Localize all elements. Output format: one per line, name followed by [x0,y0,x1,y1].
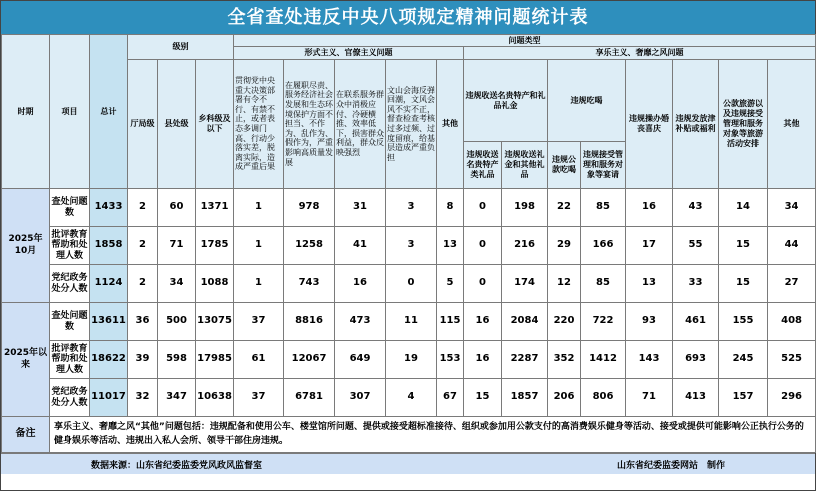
value-cell: 473 [335,303,386,341]
footer [1,453,815,474]
value-cell: 67 [437,379,464,417]
value-cell: 307 [335,379,386,417]
header-dining-banquet: 违规接受管理和服务对象等宴请 [581,142,626,189]
header-period: 时期 [2,35,50,189]
value-cell: 22 [548,189,581,227]
header-level: 级别 [128,35,234,60]
header-formalism: 形式主义、官僚主义问题 [234,47,464,60]
value-cell: 18622 [90,341,128,379]
value-cell: 15 [719,265,768,303]
value-cell: 352 [548,341,581,379]
header-hedonism-subsidies: 违规发放津补贴或福利 [673,60,719,189]
value-cell: 1124 [90,265,128,303]
value-cell: 13 [626,265,673,303]
producer-credit: 山东省纪委监委网站 制作 [616,460,725,471]
value-cell: 85 [581,189,626,227]
value-cell: 43 [673,189,719,227]
value-cell: 61 [234,341,284,379]
value-cell: 1 [234,265,284,303]
value-cell: 806 [581,379,626,417]
value-cell: 347 [158,379,196,417]
data-source: 数据来源：山东省纪委监委党风政风监督室 [91,460,263,471]
value-cell: 37 [234,303,284,341]
value-cell: 14 [719,189,768,227]
value-cell: 37 [234,379,284,417]
table-row [2,227,816,265]
value-cell: 649 [335,341,386,379]
value-cell: 2084 [502,303,548,341]
row-label: 查处问题数 [50,189,90,227]
value-cell: 60 [158,189,196,227]
value-cell: 31 [335,189,386,227]
value-cell: 1 [234,227,284,265]
value-cell: 1433 [90,189,128,227]
value-cell: 13611 [90,303,128,341]
value-cell: 13075 [196,303,234,341]
value-cell: 12067 [284,341,335,379]
value-cell: 11 [386,303,437,341]
table-row [2,379,816,417]
value-cell: 2 [128,265,158,303]
value-cell: 500 [158,303,196,341]
value-cell: 85 [581,265,626,303]
header-problem-type: 问题类型 [234,35,816,47]
table-title: 全省查处违反中央八项规定精神问题统计表 [1,1,815,34]
value-cell: 206 [548,379,581,417]
value-cell: 1857 [502,379,548,417]
value-cell: 71 [158,227,196,265]
value-cell: 12 [548,265,581,303]
period-cell: 2025年以来 [2,303,50,417]
value-cell: 153 [437,341,464,379]
header-formalism-2: 在履职尽责、服务经济社会发展和生态环境保护方面不担当、不作为、乱作为、假作为，严重影响高质量发展 [284,60,335,189]
value-cell: 3 [386,227,437,265]
value-cell: 220 [548,303,581,341]
value-cell: 10638 [196,379,234,417]
statistics-table [1,34,816,453]
value-cell: 0 [464,189,502,227]
header-formalism-other: 其他 [437,60,464,189]
value-cell: 1371 [196,189,234,227]
value-cell: 8 [437,189,464,227]
header-dining-public: 违规公款吃喝 [548,142,581,189]
header-formalism-4: 文山会海反弹回潮，文风会风不实不正，督查检查考核过多过频、过度留痕，给基层造成严重负担 [386,60,437,189]
header-hedonism-gifts: 违规收送名贵特产和礼品礼金 [464,60,548,142]
row-label: 党纪政务处分人数 [50,265,90,303]
value-cell: 4 [386,379,437,417]
header-hedonism-tourism: 公款旅游以及违规接受管理和服务对象等旅游活动安排 [719,60,768,189]
value-cell: 3 [386,189,437,227]
value-cell: 6781 [284,379,335,417]
row-label: 批评教育帮助和处理人数 [50,227,90,265]
value-cell: 34 [768,189,816,227]
value-cell: 71 [626,379,673,417]
value-cell: 115 [437,303,464,341]
row-label: 批评教育帮助和处理人数 [50,341,90,379]
value-cell: 525 [768,341,816,379]
header-level-xian: 县处级 [158,60,196,189]
value-cell: 16 [335,265,386,303]
value-cell: 722 [581,303,626,341]
value-cell: 598 [158,341,196,379]
value-cell: 32 [128,379,158,417]
period-cell: 2025年10月 [2,189,50,303]
value-cell: 15 [719,227,768,265]
value-cell: 143 [626,341,673,379]
value-cell: 0 [464,265,502,303]
value-cell: 27 [768,265,816,303]
header-level-xiang: 乡科级及以下 [196,60,234,189]
value-cell: 39 [128,341,158,379]
value-cell: 33 [673,265,719,303]
value-cell: 166 [581,227,626,265]
value-cell: 11017 [90,379,128,417]
header-formalism-1: 贯彻党中央重大决策部署有令不行、有禁不止，或者表态多调门高、行动少落实差，脱离实际，造成严重后果 [234,60,284,189]
table-row [2,303,816,341]
value-cell: 41 [335,227,386,265]
header-gifts-specialty: 违规收送名贵特产类礼品 [464,142,502,189]
value-cell: 743 [284,265,335,303]
value-cell: 17985 [196,341,234,379]
value-cell: 216 [502,227,548,265]
value-cell: 16 [464,341,502,379]
value-cell: 1088 [196,265,234,303]
value-cell: 408 [768,303,816,341]
value-cell: 17 [626,227,673,265]
value-cell: 413 [673,379,719,417]
value-cell: 44 [768,227,816,265]
value-cell: 461 [673,303,719,341]
value-cell: 2287 [502,341,548,379]
value-cell: 2 [128,227,158,265]
value-cell: 93 [626,303,673,341]
value-cell: 15 [464,379,502,417]
note-label: 备注 [2,417,50,453]
header-hedonism-dining: 违规吃喝 [548,60,626,142]
value-cell: 198 [502,189,548,227]
value-cell: 0 [464,227,502,265]
header-formalism-3: 在联系服务群众中消极应付、冷硬横推、效率低下，损害群众利益，群众反映强烈 [335,60,386,189]
header-item: 项目 [50,35,90,189]
header-hedonism-weddings: 违规操办婚丧喜庆 [626,60,673,189]
value-cell: 1412 [581,341,626,379]
value-cell: 8816 [284,303,335,341]
value-cell: 19 [386,341,437,379]
value-cell: 978 [284,189,335,227]
value-cell: 1 [234,189,284,227]
value-cell: 157 [719,379,768,417]
value-cell: 693 [673,341,719,379]
note-text: 享乐主义、奢靡之风“其他”问题包括：违规配备和使用公车、楼堂馆所问题、提供或接受超标准接待、组织或参加用公款支付的高消费娱乐健身等活动、接受或提供可能影响公正执行公务的健身娱乐等活动、违规出入私人会所、领导干部住房违规。 [50,417,816,453]
row-label: 查处问题数 [50,303,90,341]
value-cell: 55 [673,227,719,265]
value-cell: 29 [548,227,581,265]
header-hedonism-other: 其他 [768,60,816,189]
table-row [2,265,816,303]
value-cell: 0 [386,265,437,303]
value-cell: 1258 [284,227,335,265]
value-cell: 16 [464,303,502,341]
row-label: 党纪政务处分人数 [50,379,90,417]
value-cell: 5 [437,265,464,303]
header-total: 总计 [90,35,128,189]
table-row [2,341,816,379]
value-cell: 16 [626,189,673,227]
header-gifts-cash: 违规收送礼金和其他礼品 [502,142,548,189]
value-cell: 174 [502,265,548,303]
value-cell: 13 [437,227,464,265]
table-row [2,189,816,227]
value-cell: 245 [719,341,768,379]
value-cell: 1785 [196,227,234,265]
value-cell: 296 [768,379,816,417]
value-cell: 2 [128,189,158,227]
value-cell: 36 [128,303,158,341]
value-cell: 34 [158,265,196,303]
value-cell: 155 [719,303,768,341]
header-level-ting: 厅局级 [128,60,158,189]
header-hedonism: 享乐主义、奢靡之风问题 [464,47,816,60]
value-cell: 1858 [90,227,128,265]
